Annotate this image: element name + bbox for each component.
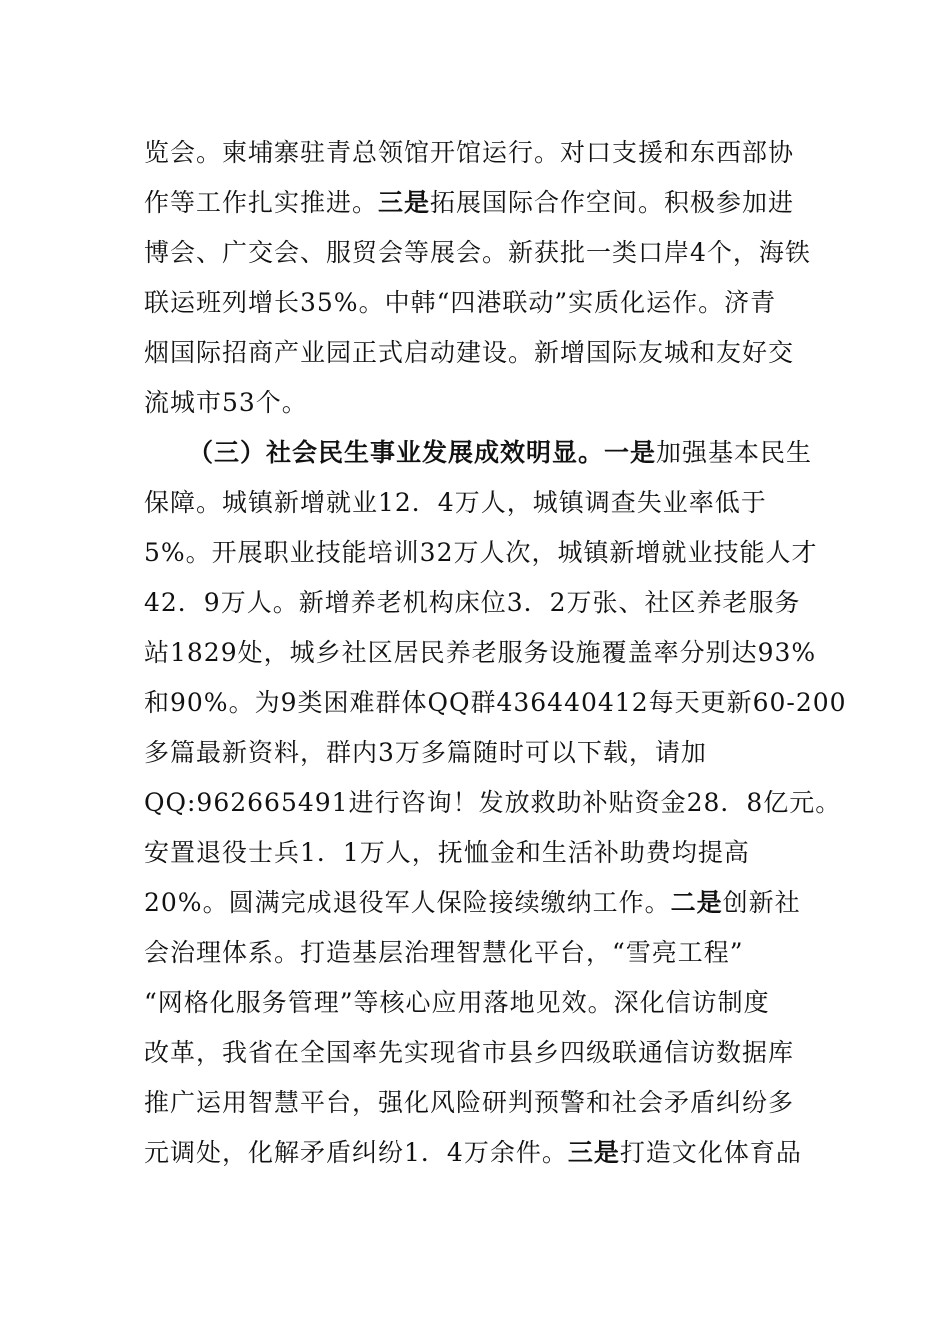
text-line (144, 278, 808, 328)
text-line (144, 828, 808, 878)
bold-text-segment: 二是 (670, 888, 723, 917)
section-heading-line (144, 428, 813, 478)
text-segment: 推广运用智慧平台，强化风险研判预警和社会矛盾纠纷多 (144, 1088, 795, 1117)
text-line (144, 678, 847, 728)
text-segment: 42．9万人。新增养老机构床位3．2万张、社区养老服务 (144, 588, 801, 617)
text-segment: 创新社 (722, 888, 801, 917)
text-segment: 烟国际招商产业园正式启动建设。新增国际友城和友好交 (144, 338, 795, 367)
text-line (144, 228, 811, 278)
bold-text-segment: （三）社会民生事业发展成效明显。 (188, 438, 605, 467)
bold-text-segment: 三是 (567, 1138, 620, 1167)
text-segment: 多篇最新资料，群内3万多篇随时可以下载，请加 (144, 738, 707, 767)
text-segment: 和90%。为9类困难群体QQ群436440412每天更新60-200 (144, 688, 847, 717)
text-line (144, 628, 817, 678)
text-line (144, 728, 808, 778)
text-segment: 站1829处，城乡社区居民养老服务设施覆盖率分别达93% (144, 638, 817, 667)
text-line (144, 178, 808, 228)
text-line (144, 1028, 808, 1078)
text-segment: 拓展国际合作空间。积极参加进 (430, 188, 795, 217)
text-segment: 联运班列增长35%。中韩“四港联动”实质化运作。济青 (144, 288, 777, 317)
text-line (144, 1078, 808, 1128)
text-line (144, 128, 808, 178)
text-line (144, 978, 808, 1028)
text-segment: 加强基本民生 (656, 438, 813, 467)
text-line (144, 878, 808, 928)
text-line (144, 528, 818, 578)
text-segment: 博会、广交会、服贸会等展会。新获批一类口岸4个，海铁 (144, 238, 811, 267)
text-segment: 元调处，化解矛盾纠纷1．4万余件。 (144, 1138, 568, 1167)
text-line (144, 328, 808, 378)
bold-text-segment: 三是 (378, 188, 431, 217)
text-segment: 览会。柬埔寨驻青总领馆开馆运行。对口支援和东西部协 (144, 138, 795, 167)
text-segment: 作等工作扎实推进。 (144, 188, 379, 217)
text-segment: 打造文化体育品 (619, 1138, 802, 1167)
text-segment: 流城市53个。 (144, 388, 308, 417)
text-line (144, 578, 808, 628)
text-segment: “网格化服务管理”等核心应用落地见效。深化信访制度 (144, 988, 770, 1017)
body-text (144, 128, 847, 1178)
text-line (144, 378, 808, 428)
text-segment: 改革，我省在全国率先实现省市县乡四级联通信访数据库 (144, 1038, 795, 1067)
bold-text-segment: 一是 (604, 438, 657, 467)
text-segment: 安置退役士兵1．1万人，抚恤金和生活补助费均提高 (144, 838, 750, 867)
text-line (144, 1128, 808, 1178)
text-segment: 20%。圆满完成退役军人保险接续缴纳工作。 (144, 888, 671, 917)
text-segment: 5%。开展职业技能培训32万人次，城镇新增就业技能人才 (144, 538, 818, 567)
text-segment: 会治理体系。打造基层治理智慧化平台，“雪亮工程” (144, 938, 744, 967)
text-line (144, 778, 842, 828)
text-segment: QQ:962665491进行咨询！发放救助补贴资金28．8亿元。 (144, 788, 842, 817)
text-line (144, 928, 808, 978)
text-line (144, 478, 808, 528)
text-segment: 保障。城镇新增就业12．4万人，城镇调查失业率低于 (144, 488, 767, 517)
